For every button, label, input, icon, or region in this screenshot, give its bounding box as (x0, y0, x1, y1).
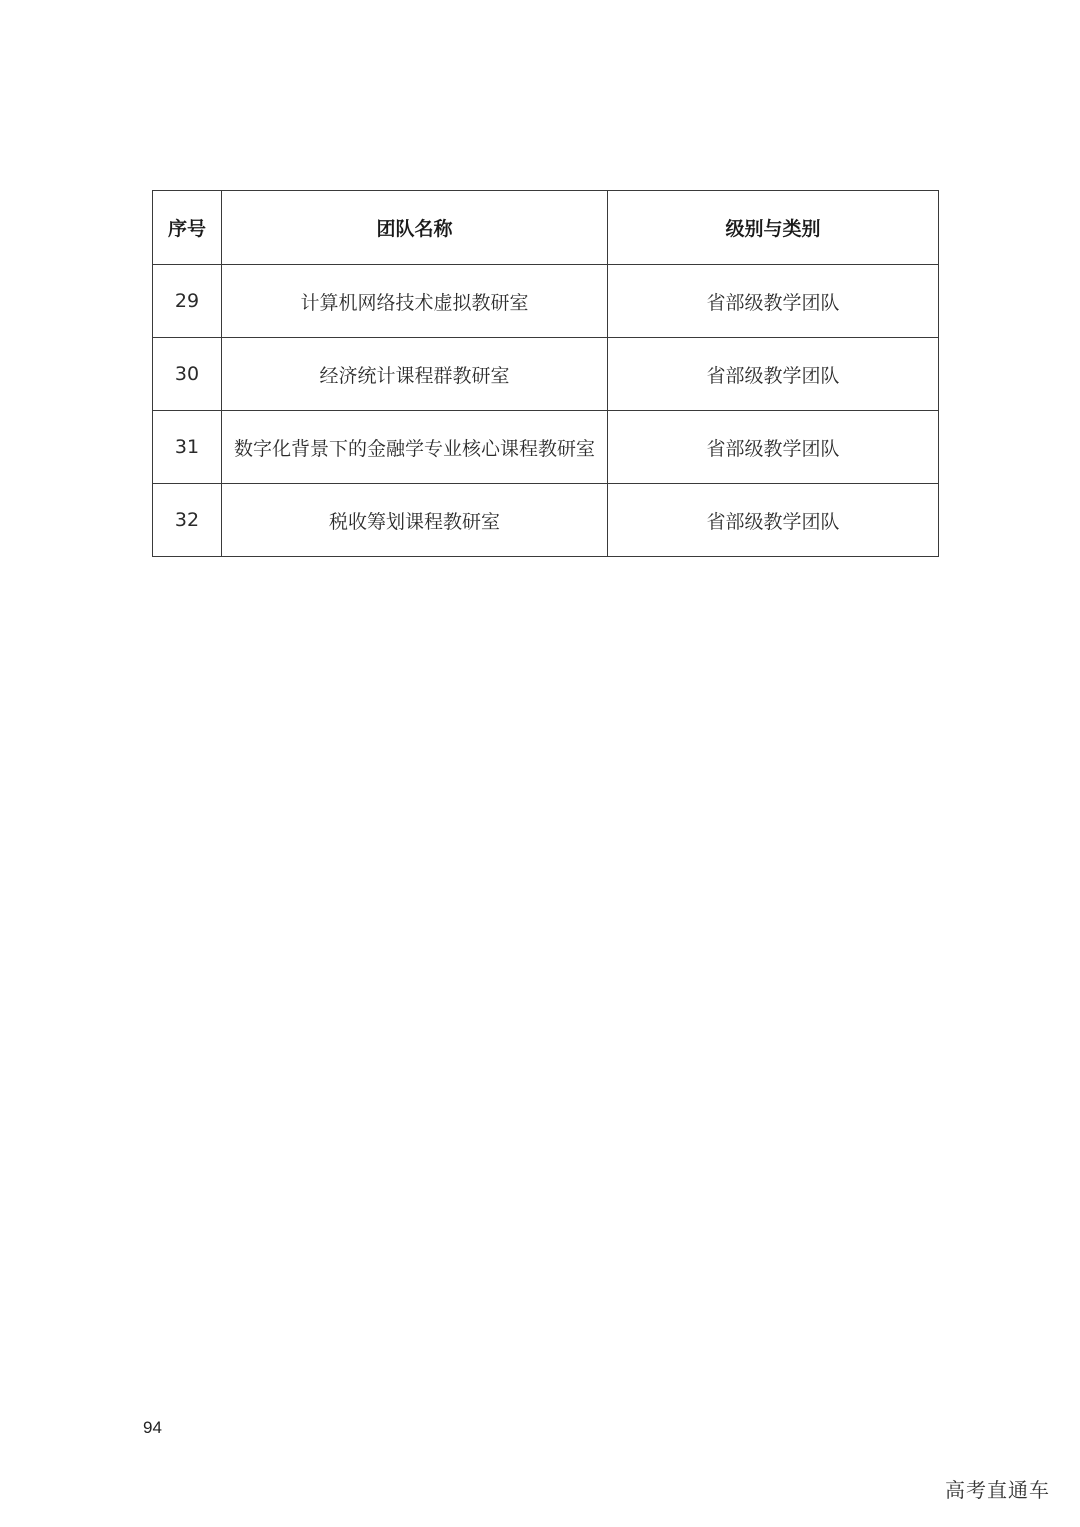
cell-level-category: 省部级教学团队 (608, 484, 939, 557)
cell-serial-number: 31 (153, 411, 222, 484)
page-number: 94 (143, 1418, 162, 1437)
cell-level-category: 省部级教学团队 (608, 338, 939, 411)
table-header-row (153, 191, 939, 265)
cell-team-name: 数字化背景下的金融学专业核心课程教研室 (222, 411, 608, 484)
table-row (153, 411, 939, 484)
table-row (153, 338, 939, 411)
cell-level-category: 省部级教学团队 (608, 411, 939, 484)
cell-level-category: 省部级教学团队 (608, 265, 939, 338)
teaching-team-table (152, 190, 939, 557)
cell-serial-number: 32 (153, 484, 222, 557)
header-serial-number: 序号 (153, 191, 222, 265)
cell-team-name: 税收筹划课程教研室 (222, 484, 608, 557)
table-row (153, 484, 939, 557)
cell-team-name: 经济统计课程群教研室 (222, 338, 608, 411)
header-team-name: 团队名称 (222, 191, 608, 265)
cell-serial-number: 30 (153, 338, 222, 411)
cell-team-name: 计算机网络技术虚拟教研室 (222, 265, 608, 338)
cell-serial-number: 29 (153, 265, 222, 338)
table-row (153, 265, 939, 338)
header-level-category: 级别与类别 (608, 191, 939, 265)
source-watermark: 高考直通车 (945, 1478, 1050, 1502)
